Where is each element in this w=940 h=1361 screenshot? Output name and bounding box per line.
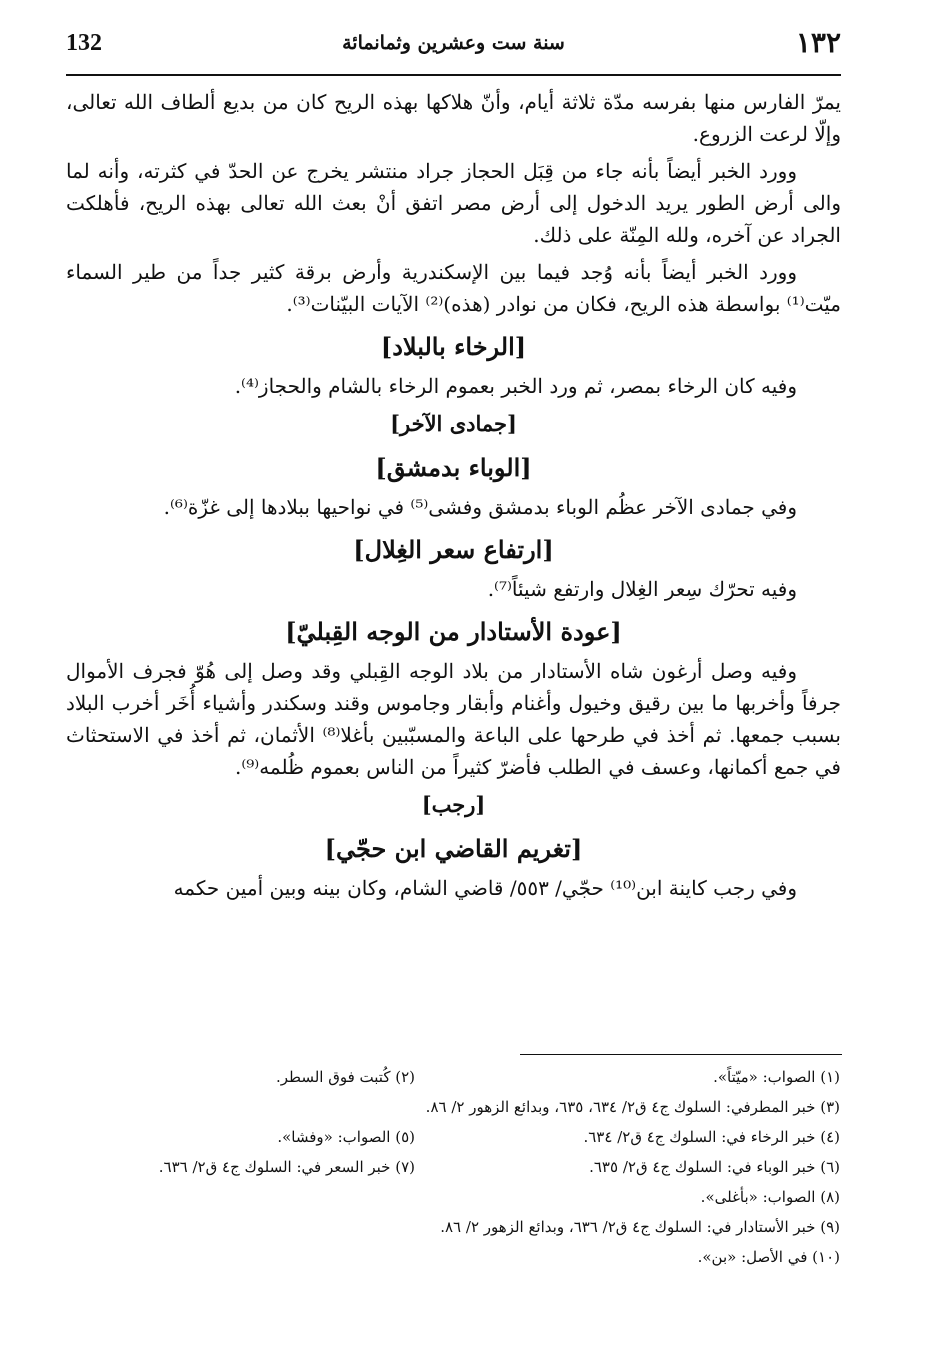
footnote-row — [70, 1244, 840, 1274]
paragraph-5: وفي جمادى الآخر عظُم الوباء بدمشق وفشى⁽⁵⁾ في نواحيها ببلادها إلى غزّة⁽⁶⁾. — [163, 495, 797, 519]
footnote-row — [70, 1064, 840, 1094]
paragraph-3: وورد الخبر أيضاً بأنه وُجد فيما بين الإسكندرية وأرض برقة كثير جداً من طير السماء ميّت⁽¹⁾ بواسطة هذه الريح، فكان من نوادر (هذه)⁽²⁾ الآيات البيّنات⁽³⁾. — [66, 260, 841, 316]
paragraph-8: وفي رجب كاينة ابن⁽¹⁰⁾ حجّي/ ٥٥٣/ قاضي الشام، وكان بينه وبين أمين حكمه — [173, 876, 797, 900]
footnote-2: (٢) كُتبت فوق السطر. — [275, 1068, 415, 1086]
footnote-4: (٤) خبر الرخاء في: السلوك ج٤ ق٢/ ٦٣٤. — [583, 1128, 840, 1146]
heading-fine-judge: [تغريم القاضي ابن حجّي] — [324, 834, 583, 863]
footnote-row — [70, 1184, 840, 1214]
footnote-3: (٣) خبر المطرفي: السلوك ج٤ ق٢/ ٦٣٤، ٦٣٥، وبدائع الزهور ٢/ ٨٦. — [425, 1098, 840, 1116]
paragraph-7: وفيه وصل أرغون شاه الأستادار من بلاد الوجه القِبلي وقد وصل إلى هُوّ فجرف الأموال جرفاً وأخربها ما بين رقيق وخيول وأغنام وأبقار وجاموس وقند وسكندر وأشياء أُخَر أخرب البلاد بسبب جمعها. ثم أخذ في طرحها على الباعة والمسبّبين بأغلا⁽⁸⁾ الأثمان، ثم أخذ في الاستحثاث في جمع أكمانها، وعسف في الطلب فأضرّ كثيراً من الناس بعموم ظُلمه⁽⁹⁾. — [66, 659, 841, 779]
footnote-row — [70, 1124, 840, 1154]
header-rule — [66, 74, 841, 76]
footnote-1: (١) الصواب: «ميّتاً». — [713, 1068, 840, 1086]
footnote-row — [70, 1094, 840, 1124]
footnote-10: (١٠) في الأصل: «بن». — [697, 1248, 840, 1266]
heading-grain-prices: [ارتفاع سعر الغِلال] — [353, 535, 554, 564]
heading-month-jumada: [جمادى الآخر] — [390, 411, 517, 436]
footnotes — [70, 1064, 840, 1274]
footnote-row — [70, 1214, 840, 1244]
footnote-9: (٩) خبر الأستادار في: السلوك ج٤ ق٢/ ٦٣٦، وبدائع الزهور ٢/ ٨٦. — [440, 1218, 840, 1236]
heading-plague-damascus: [الوباء بدمشق] — [375, 453, 532, 482]
paragraph-6: وفيه تحرّك سِعر الغِلال وارتفع شيئاً⁽⁷⁾. — [487, 577, 797, 601]
paragraph-4: وفيه كان الرخاء بمصر، ثم ورد الخبر بعموم الرخاء بالشام والحجاز⁽⁴⁾. — [234, 374, 797, 398]
heading-ustadar-return: [عودة الأستادار من الوجه القِبليّ] — [285, 617, 622, 646]
page-number-latin: 132 — [66, 30, 102, 56]
footnote-6: (٦) خبر الوباء في: السلوك ج٤ ق٢/ ٦٣٥. — [589, 1158, 840, 1176]
heading-month-rajab: [رجب] — [421, 792, 486, 817]
footnote-8: (٨) الصواب: «بأغلى». — [700, 1188, 840, 1206]
page-number-arabic: ١٣٢ — [795, 26, 841, 59]
footnote-row — [70, 1154, 840, 1184]
footnote-rule — [520, 1054, 842, 1055]
footnote-7: (٧) خبر السعر في: السلوك ج٤ ق٢/ ٦٣٦. — [158, 1158, 415, 1176]
paragraph-1: يمرّ الفارس منها بفرسه مدّة ثلاثة أيام، وأنّ هلاكها بهذه الريح كان من بديع ألطاف الله تعالى، وإلّا لرعت الزروع. — [66, 90, 841, 146]
page-body — [66, 86, 841, 909]
running-title: سنة ست وعشرين وثمانمائة — [342, 32, 565, 54]
page-header — [66, 26, 841, 70]
paragraph-2: وورد الخبر أيضاً بأنه جاء من قِبَل الحجاز جراد منتشر يخرج عن الحدّ في كثرته، وأنه لما والى أرض الطور يريد الدخول إلى أرض مصر اتفق أنْ بعث الله تعالى بهذه الريح، فأهلكت الجراد عن آخره، ولله المِنّة على ذلك. — [66, 159, 841, 247]
footnote-5: (٥) الصواب: «وفشا». — [277, 1128, 415, 1146]
heading-prosperity: [الرخاء بالبلاد] — [380, 332, 527, 361]
